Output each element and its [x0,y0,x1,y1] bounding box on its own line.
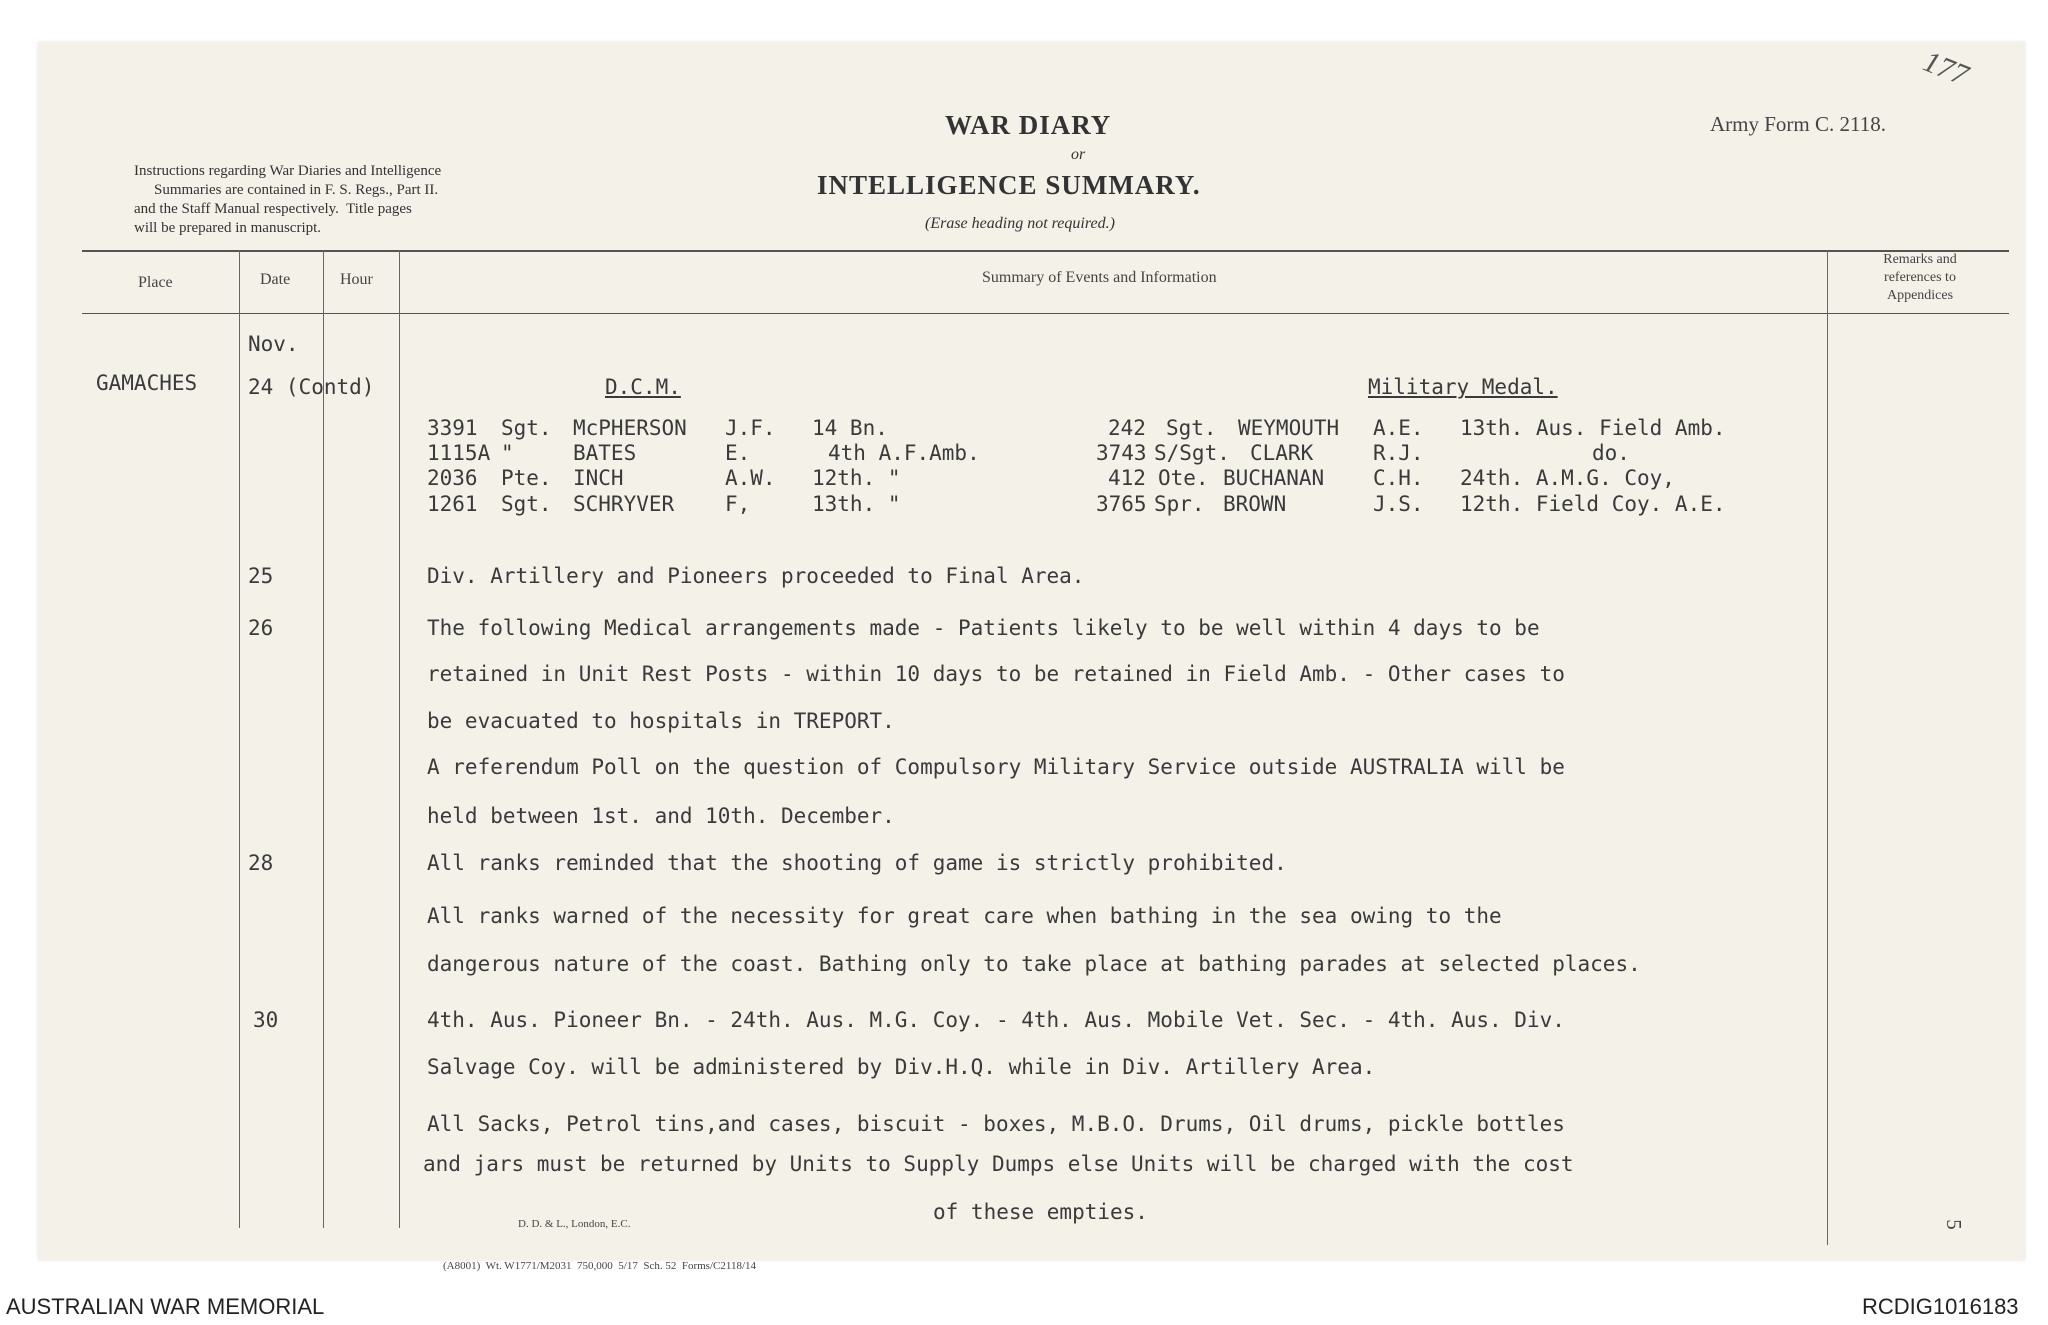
surname: BUCHANAN [1223,466,1325,490]
entry-28-line: All ranks reminded that the shooting of game is strictly prohibited. [427,851,1287,875]
service-number: 3391 [427,416,478,440]
surname: McPHERSON [573,416,687,440]
printer-imprint [443,1189,756,1301]
instructions-line: Summaries are contained in F. S. Regs., Part II. [154,182,439,198]
service-number: 3765 [1096,492,1147,516]
service-number: 2036 [427,466,478,490]
date-26: 26 [248,616,274,640]
entry-28-line: All ranks warned of the necessity for great care when bathing in the sea owing to the [427,904,1502,928]
date-28: 28 [248,851,274,875]
initials: A.W. [725,466,776,490]
printer-line: (A8001) Wt. W1771/M2031 750,000 5/17 Sch. 52 Forms/C2118/14 [443,1260,756,1272]
surname: INCH [573,466,624,490]
entry-26-line: The following Medical arrangements made - Patients likely to be well within 4 days to be [427,616,1540,640]
archive-reference: RCDIG1016183 [1862,1294,2019,1319]
unit: 12th. Field Coy. A.E. [1460,492,1726,516]
archive-credit: AUSTRALIAN WAR MEMORIAL [6,1294,325,1319]
entry-26-line: A referendum Poll on the question of Compulsory Military Service outside AUSTRALIA will be [427,755,1565,779]
initials: C.H. [1373,466,1424,490]
rank: " [501,441,514,465]
unit: 24th. A.M.G. Coy, [1460,466,1675,490]
column-header-summary: Summary of Events and Information [982,269,1217,286]
service-number: 3743 [1096,441,1147,465]
erase-heading-note: (Erase heading not required.) [925,215,1115,232]
rank: Pte. [501,466,552,490]
date-30: 30 [253,1008,279,1032]
initials: E. [725,441,751,465]
rank: Sgt. [501,492,552,516]
month-label: Nov. [248,332,299,356]
entry-30-line: Salvage Coy. will be administered by Div.H.Q. while in Div. Artillery Area. [427,1055,1376,1079]
column-divider [1827,250,1828,1245]
page-number-stamp: 177 [1918,44,1973,93]
rank: Sgt. [1166,416,1217,440]
entry-25-text: Div. Artillery and Pioneers proceeded to Final Area. [427,564,1085,588]
form-number: Army Form C. 2118. [1710,112,1886,136]
unit: 14 Bn. [812,416,888,440]
rank: Ote. [1158,466,1209,490]
entry-30-line: All Sacks, Petrol tins,and cases, biscuit - boxes, M.B.O. Drums, Oil drums, pickle bottles [427,1112,1565,1136]
remarks-line: Appendices [1886,288,1954,303]
service-number: 1261 [427,492,478,516]
instructions-line: will be prepared in manuscript. [134,220,322,236]
date-25: 25 [248,564,274,588]
date-24: 24 (Contd) [248,375,375,399]
surname: WEYMOUTH [1238,416,1340,440]
remarks-line: references to [1884,270,1956,285]
rank: Spr. [1154,492,1205,516]
column-header-hour: Hour [340,271,373,288]
rank: Sgt. [501,416,552,440]
page-subtitle: INTELLIGENCE SUMMARY. [817,170,1201,200]
unit: 12th. " [812,466,901,490]
entry-30-line: and jars must be returned by Units to Supply Dumps else Units will be charged with the cost [423,1152,1574,1176]
page-title: WAR DIARY [945,110,1112,140]
table-header-rule [82,313,2009,314]
rank: S/Sgt. [1154,441,1230,465]
column-divider [239,250,240,1228]
entry-30-line: of these empties. [933,1200,1148,1224]
initials: R.J. [1373,441,1424,465]
service-number: 1115A [427,441,491,465]
column-header-date: Date [260,271,291,288]
unit: 13th. Aus. Field Amb. [1460,416,1726,440]
surname: CLARK [1250,441,1314,465]
table-top-rule [82,250,2009,252]
initials: A.E. [1373,416,1424,440]
page-mark: 5 [1941,1219,1966,1230]
remarks-line: Remarks and [1883,252,1957,267]
printer-line: D. D. & L., London, E.C. [518,1218,631,1230]
instructions-line: and the Staff Manual respectively. Title pages [134,201,412,217]
war-diary-sheet [38,42,2025,1272]
title-or: or [1071,146,1086,163]
entry-28-line: dangerous nature of the coast. Bathing only to take place at bathing parades at selected places. [427,952,1641,976]
surname: BROWN [1223,492,1287,516]
initials: J.F. [725,416,776,440]
entry-30-line: 4th. Aus. Pioneer Bn. - 24th. Aus. M.G. Coy. - 4th. Aus. Mobile Vet. Sec. - 4th. Aus. Div. [427,1008,1565,1032]
military-medal-heading: Military Medal. [1368,375,1558,399]
column-header-place: Place [138,274,173,291]
entry-26-line: held between 1st. and 10th. December. [427,804,895,828]
unit: 13th. " [812,492,901,516]
column-header-remarks [1850,251,1990,305]
surname: BATES [573,441,637,465]
initials: F, [725,492,751,516]
entry-26-line: be evacuated to hospitals in TREPORT. [427,709,895,733]
service-number: 242 [1108,416,1146,440]
column-divider [399,250,400,1228]
instructions-note [134,162,594,238]
initials: J.S. [1373,492,1424,516]
place-label: GAMACHES [96,371,198,395]
unit: 4th A.F.Amb. [828,441,980,465]
dcm-heading: D.C.M. [605,375,681,399]
surname: SCHRYVER [573,492,675,516]
instructions-line: Instructions regarding War Diaries and Intelligence [134,163,442,179]
entry-26-line: retained in Unit Rest Posts - within 10 days to be retained in Field Amb. - Other cases to [427,662,1565,686]
unit: do. [1592,441,1630,465]
service-number: 412 [1108,466,1146,490]
